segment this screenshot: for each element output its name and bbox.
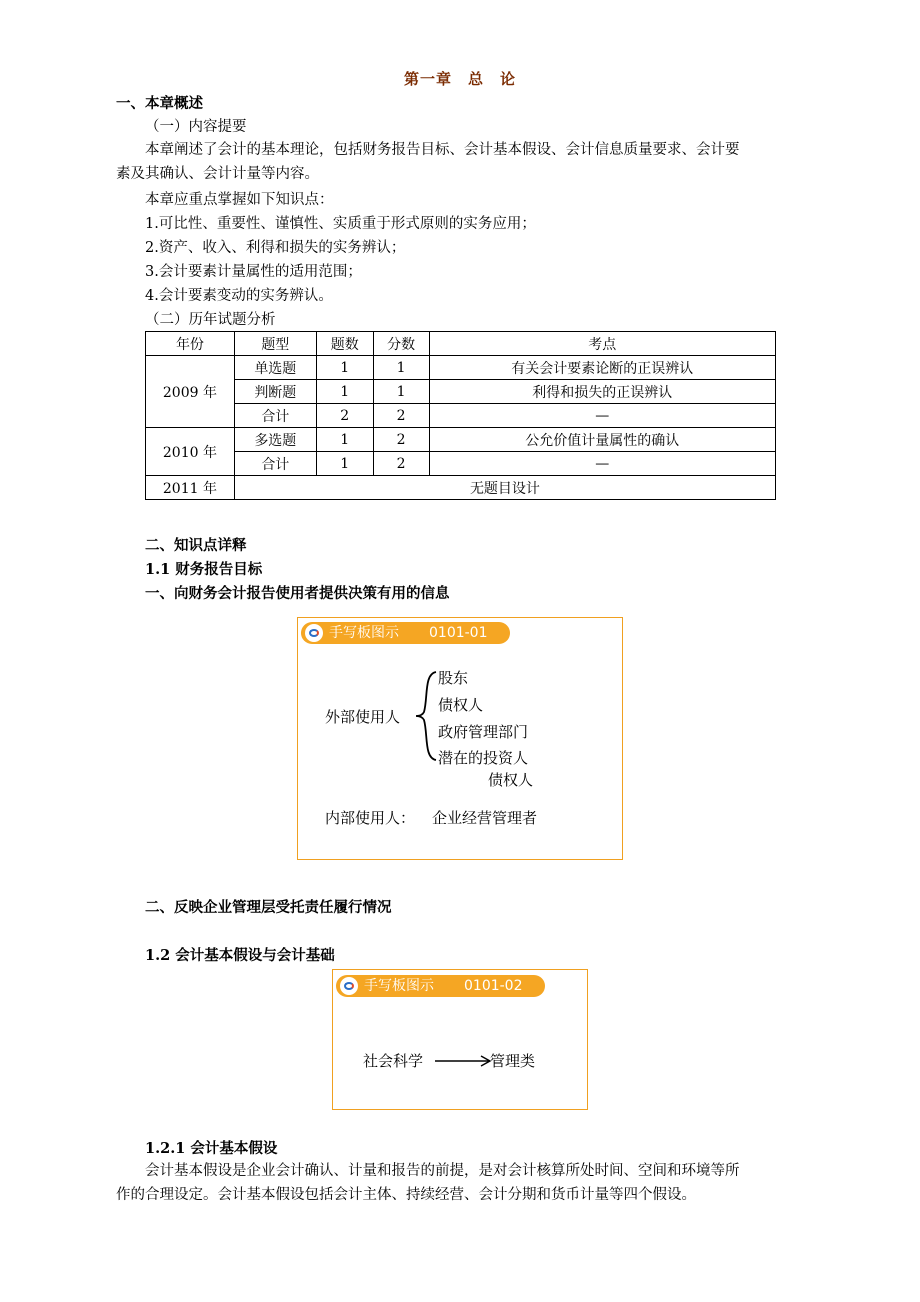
heading-1-1: 1.1 财务报告目标 [145,561,263,578]
key-points-lead: 本章应重点掌握如下知识点： [145,192,334,208]
external-users-label: 外部使用人 [325,708,401,726]
key-point-item: 4.会计要素变动的实务辨认。 [145,288,333,304]
table-cell: 1 [316,380,373,404]
heading-1-1-b: 二、反映企业管理层受托责任履行情况 [145,899,392,916]
handwriting-board-2 [332,969,588,1110]
table-cell: 2 [373,428,429,452]
table-row [146,356,776,380]
external-user-item: 股东 [438,669,469,687]
table-cell: 判断题 [234,380,316,404]
table-row [146,380,776,404]
exam-history-table [145,331,776,500]
assumptions-paragraph [116,1159,816,1207]
table-cell: 利得和损失的正误辨认 [429,380,775,404]
table-header-row [146,332,776,356]
exam-analysis-subheading: （二）历年试题分析 [145,312,276,328]
table-header-cell: 题数 [316,332,373,356]
table-cell: 单选题 [234,356,316,380]
table-cell: 1 [373,380,429,404]
table-row [146,452,776,476]
table-cell: 2 [373,452,429,476]
board-badge-code: 0101-02 [464,978,523,994]
table-header-cell: 分数 [373,332,429,356]
table-header-cell: 题型 [234,332,316,356]
board-badge-code: 0101-01 [429,625,488,641]
board-badge [301,622,510,644]
intro-paragraph [116,138,816,186]
table-cell: 1 [373,356,429,380]
table-header-cell: 考点 [429,332,775,356]
key-point-item: 1.可比性、重要性、谨慎性、实质重于形式原则的实务应用； [145,216,536,232]
table-cell: 2 [373,404,429,428]
assumptions-line: 作的合理设定。会计基本假设包括会计主体、持续经营、会计分期和货币计量等四个假设。 [116,1187,696,1203]
board-badge [336,975,545,997]
assumptions-line: 会计基本假设是企业会计确认、计量和报告的前提，是对会计核算所处时间、空间和环境等所 [145,1163,740,1179]
intro-line: 素及其确认、会计计量等内容。 [116,166,319,182]
heading-1-2-1: 1.2.1 会计基本假设 [145,1140,278,1157]
internal-users-label: 内部使用人： [325,809,416,827]
right-arrow-icon [433,1054,493,1068]
table-cell: 多选题 [234,428,316,452]
table-cell: 合计 [234,404,316,428]
brace-icon [414,668,440,764]
table-row [146,428,776,452]
key-point-item: 2.资产、收入、利得和损失的实务辨认； [145,240,406,256]
table-cell: 2 [316,404,373,428]
arrow-source-label: 社会科学 [363,1052,424,1070]
table-cell: 无题目设计 [234,476,775,500]
board-logo-icon [340,977,358,995]
heading-1-2: 1.2 会计基本假设与会计基础 [145,947,335,964]
table-row [146,404,776,428]
table-cell: — [429,452,775,476]
handwriting-board-1 [297,617,623,860]
table-cell-year: 2010 年 [146,428,235,476]
table-cell: 1 [316,356,373,380]
intro-line: 本章阐述了会计的基本理论，包括财务报告目标、会计基本假设、会计信息质量要求、会计要 [145,142,740,158]
table-cell: — [429,404,775,428]
table-cell: 公允价值计量属性的确认 [429,428,775,452]
key-point-item: 3.会计要素计量属性的适用范围； [145,264,362,280]
external-user-item: 潜在的投资人 [438,749,529,767]
arrow-target-label: 管理类 [490,1052,536,1070]
board-logo-icon [305,624,323,642]
table-cell-year: 2011 年 [146,476,235,500]
internal-users-value: 企业经营管理者 [432,809,538,827]
board-badge-label: 手写板图示 [329,625,399,641]
external-user-item: 债权人 [438,696,484,714]
table-row [146,476,776,500]
table-header-cell: 年份 [146,332,235,356]
content-summary-subheading: （一）内容提要 [145,119,247,135]
table-cell: 1 [316,452,373,476]
external-user-item: 债权人 [488,771,534,789]
section-knowledge-heading: 二、知识点详释 [145,537,247,554]
table-cell: 合计 [234,452,316,476]
table-cell: 1 [316,428,373,452]
chapter-title: 第一章 总 论 [403,70,516,88]
table-cell: 有关会计要素论断的正误辨认 [429,356,775,380]
table-cell-year: 2009 年 [146,356,235,428]
external-user-item: 政府管理部门 [438,723,529,741]
board-badge-label: 手写板图示 [364,978,434,994]
heading-1-1-a: 一、向财务会计报告使用者提供决策有用的信息 [145,585,450,602]
section-overview-heading: 一、本章概述 [116,95,203,112]
